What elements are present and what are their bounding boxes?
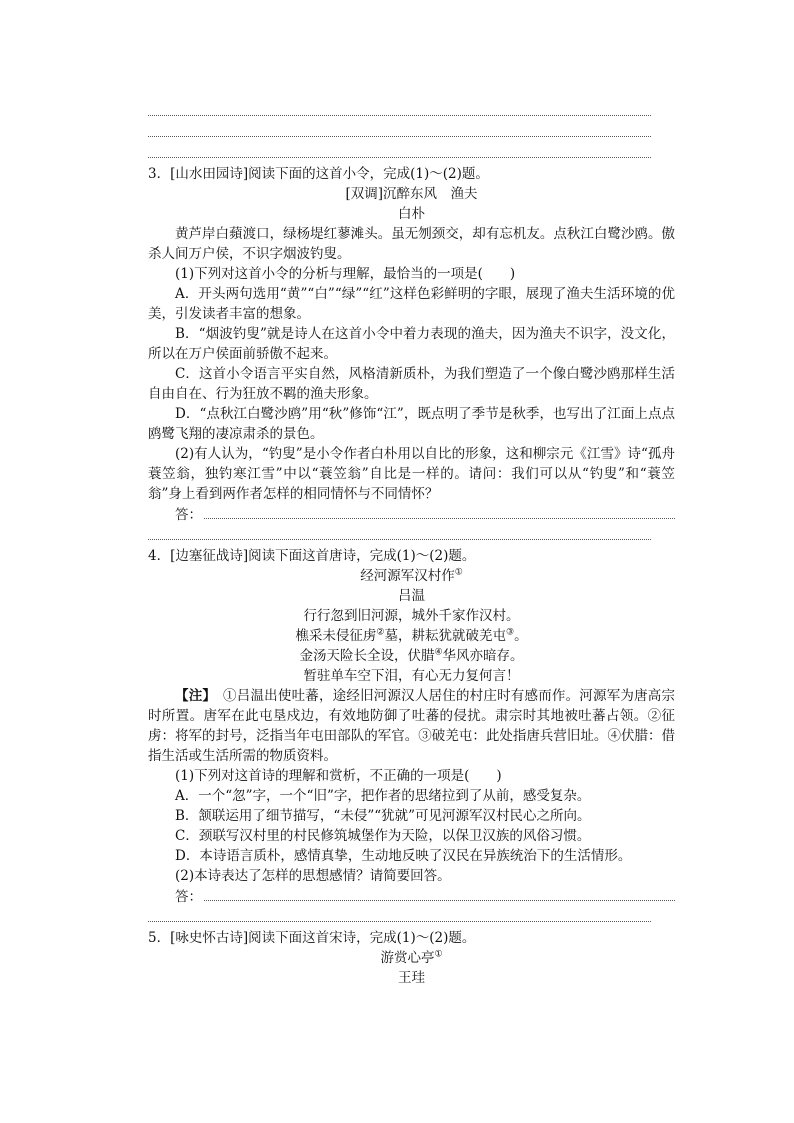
- q3-header: 3．[山水田园诗]阅读下面的这首小令，完成(1)～(2)题。: [148, 166, 489, 182]
- q4-option-a: A．一个“忽”字，一个“旧”字，把作者的思绪拉到了从前，感受复杂。: [175, 788, 591, 804]
- q4-answer-row: [148, 886, 675, 907]
- q5-header: 5．[咏史怀古诗]阅读下面这首宋诗，完成(1)～(2)题。: [148, 930, 476, 946]
- q4-poem-line-4: 暂驻单车空下泪，有心无力复何言！: [303, 668, 520, 684]
- q3-option-b: B．“烟波钓叟”就是诗人在这首小令中着力表现的渔夫，因为渔夫不识字，没文化，所以在万户侯面前骄傲不起来。: [148, 326, 675, 362]
- answer-line: [148, 143, 675, 164]
- q3-sub1: (1)下列对这首小令的分析与理解，最恰当的一项是( ): [175, 266, 516, 282]
- q4-option-c: C．颈联写汉村里的村民修筑城堡作为天险，以保卫汉族的风俗习惯。: [175, 828, 591, 844]
- answer-line[interactable]: [148, 525, 675, 546]
- q4-option-b: B．颔联运用了细节描写，“未侵”“犹就”可见河源军汉村民心之所向。: [175, 808, 591, 824]
- q4-poem-line-1: 行行忽到旧河源，城外千家作汉村。: [303, 608, 520, 624]
- q4-note: 【注】 ①吕温出使吐蕃，途经旧河源汉人居住的村庄时有感而作。河源军为唐高宗时所置。唐军在此屯垦戍边，有效地防御了吐蕃的侵扰。肃宗时其地被吐蕃占领。②征虏：将军的封号，泛指当年屯田部队的军官。③破羌屯：此处指唐兵营旧址。④伏腊：借指生活或生活所需的物质资料。: [148, 688, 676, 764]
- q4-poem-line-2: 樵采未侵征虏②墓，耕耘犹就破羌屯③。: [295, 627, 528, 644]
- q3-sub2: (2)有人认为，“钓叟”是小令作者白朴用以自比的形象，这和柳宗元《江雪》诗“孤舟蓑笠翁，独钓寒江雪”中以“蓑笠翁”自比是一样的。请问：我们可以从“钓叟”和“蓑笠翁”身上看到两作者怎样的相同情怀与不同情怀？: [148, 446, 675, 502]
- answer-line: [148, 101, 675, 122]
- q3-option-a: A．开头两句选用“黄”“白”“绿”“红”这样色彩鲜明的字眼，展现了渔夫生活环境的优美，引发读者丰富的想象。: [148, 286, 675, 322]
- q4-sub1: (1)下列对这首诗的理解和赏析，不正确的一项是( ): [175, 768, 502, 784]
- q3-poem: 黄芦岸白蘋渡口，绿杨堤红蓼滩头。虽无刎颈交，却有忘机友。点秋江白鹭沙鸥。傲杀人间万户侯，不识字烟波钓叟。: [148, 226, 675, 262]
- q3-title: [双调]沉醉东风 渔夫: [345, 186, 478, 202]
- answer-line[interactable]: [204, 900, 675, 901]
- q3-option-d: D．“点秋江白鹭沙鸥”用“秋”修饰“江”，既点明了季节是秋季，也写出了江面上点点鸥鹭飞翔的凄凉肃杀的景色。: [148, 406, 675, 442]
- q3-option-c: C．这首小令语言平实自然，风格清新质朴，为我们塑造了一个像白鹭沙鸥那样生活自由自在、行为狂放不羁的渔夫形象。: [148, 366, 675, 402]
- q4-author: 吕温: [398, 588, 425, 604]
- q3-answer-row: [148, 504, 675, 525]
- answer-label: 答：: [175, 889, 202, 905]
- q4-header: 4．[边塞征战诗]阅读下面这首唐诗，完成(1)～(2)题。: [148, 548, 476, 564]
- answer-line[interactable]: [148, 907, 675, 928]
- q5-title: 游赏心亭①: [380, 949, 443, 966]
- q4-poem-line-3: 金汤天险长全设，伏腊④华风亦暗存。: [299, 647, 524, 664]
- answer-label: 答：: [175, 507, 202, 523]
- q4-option-d: D．本诗语言质朴，感情真挚，生动地反映了汉民在异族统治下的生活情形。: [175, 848, 632, 864]
- q4-sub2: (2)本诗表达了怎样的思想感情？请简要回答。: [175, 868, 451, 884]
- q5-author: 王珪: [398, 970, 425, 986]
- q3-author: 白朴: [398, 206, 425, 222]
- q4-title: 经河源军汉村作①: [360, 567, 463, 584]
- answer-line[interactable]: [204, 518, 675, 519]
- answer-line: [148, 122, 675, 143]
- document-page: [148, 101, 675, 988]
